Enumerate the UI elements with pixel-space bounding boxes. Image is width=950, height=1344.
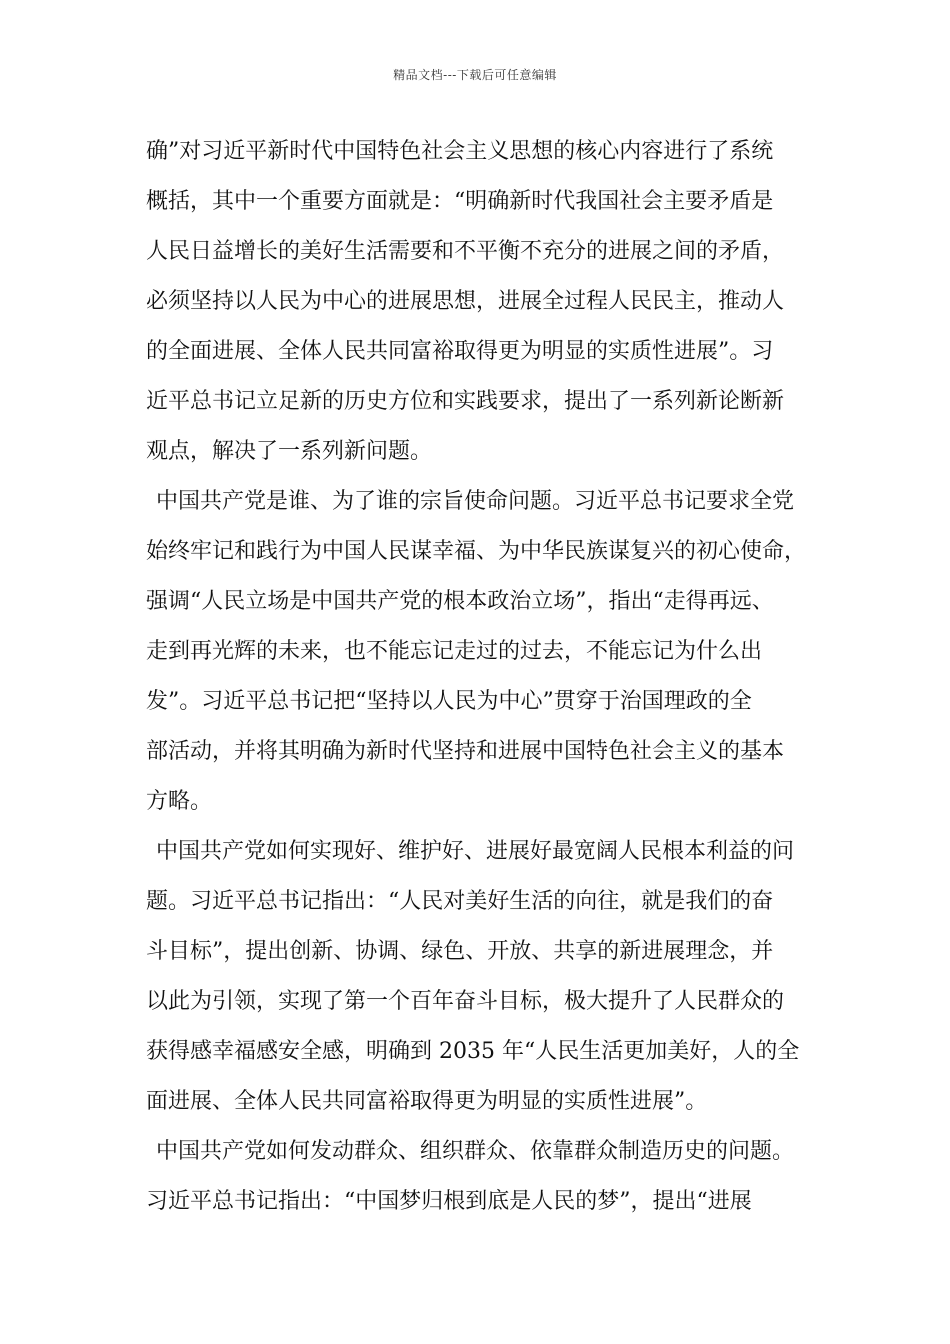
text-line: 方略。 (146, 789, 213, 814)
text-line: 强调“人民立场是中国共产党的根本政治立场”，指出“走得再远、 (146, 589, 774, 614)
text-line: 发”。习近平总书记把“坚持以人民为中心”贯穿于治国理政的全 (146, 689, 752, 714)
text-line: 近平总书记立足新的历史方位和实践要求，提出了一系列新论断新 (146, 389, 785, 414)
text-line: 必须坚持以人民为中心的进展思想，进展全过程人民民主，推动人 (146, 289, 785, 314)
text-line: 斗目标”，提出创新、协调、绿色、开放、共享的新进展理念，并 (146, 939, 774, 964)
document-body (146, 127, 816, 1227)
text-line: 人民日益增长的美好生活需要和不平衡不充分的进展之间的矛盾， (146, 239, 785, 264)
text-line: 获得感幸福感安全感，明确到 2035 年“人民生活更加美好，人的全 (146, 1039, 800, 1064)
paragraph-start-line: 中国共产党如何发动群众、组织群众、依靠群众制造历史的问题。 (156, 1139, 795, 1164)
text-line: 的全面进展、全体人民共同富裕取得更为明显的实质性进展”。习 (146, 339, 774, 364)
text-line: 以此为引领，实现了第一个百年奋斗目标，极大提升了人民群众的 (146, 989, 785, 1014)
text-line: 面进展、全体人民共同富裕取得更为明显的实质性进展”。 (146, 1089, 708, 1114)
text-line: 始终牢记和践行为中国人民谋幸福、为中华民族谋复兴的初心使命， (146, 539, 807, 564)
text-line: 题。习近平总书记指出：“人民对美好生活的向往，就是我们的奋 (146, 889, 774, 914)
text-line: 概括，其中一个重要方面就是：“明确新时代我国社会主要矛盾是 (146, 189, 774, 214)
paragraph-start-line: 中国共产党如何实现好、维护好、进展好最宽阔人民根本利益的问 (156, 839, 795, 864)
text-line: 习近平总书记指出：“中国梦归根到底是人民的梦”，提出“进展 (146, 1189, 752, 1214)
text-line: 走到再光辉的未来，也不能忘记走过的过去，不能忘记为什么出 (146, 639, 763, 664)
text-line: 观点，解决了一系列新问题。 (146, 439, 433, 464)
text-line: 确”对习近平新时代中国特色社会主义思想的核心内容进行了系统 (146, 139, 774, 164)
page-header: 精品文档---下载后可任意编辑 (393, 68, 557, 82)
paragraph-start-line: 中国共产党是谁、为了谁的宗旨使命问题。习近平总书记要求全党 (156, 489, 795, 514)
text-line: 部活动，并将其明确为新时代坚持和进展中国特色社会主义的基本 (146, 739, 785, 764)
